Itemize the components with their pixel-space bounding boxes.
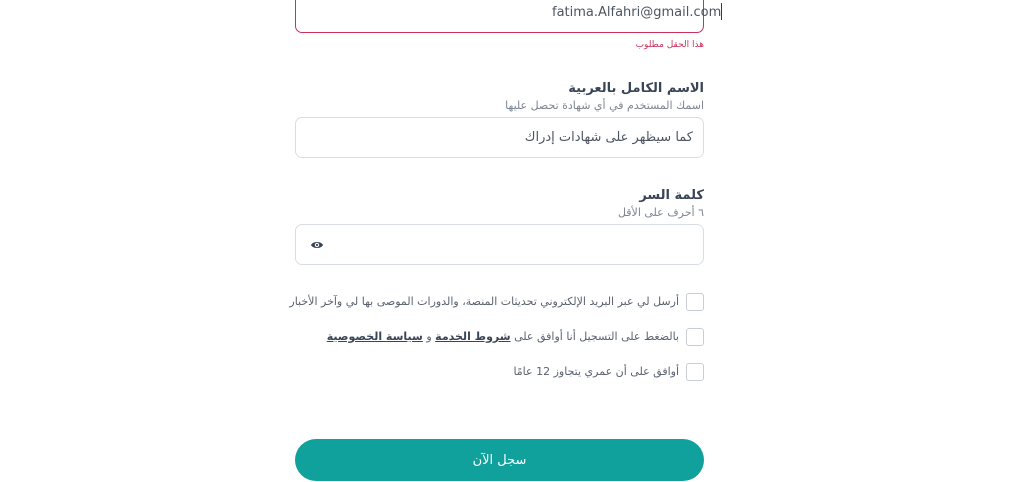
full-name-hint: اسمك المستخدم في أي شهادة تحصل عليها <box>505 99 704 112</box>
age-checkbox[interactable] <box>686 363 704 381</box>
terms-checkbox[interactable] <box>686 328 704 346</box>
age-row <box>295 363 704 383</box>
full-name-label: الاسم الكامل بالعربية <box>568 81 704 96</box>
password-input[interactable] <box>295 224 704 265</box>
full-name-input[interactable] <box>295 117 704 158</box>
age-text: أوافق على أن عمري يتجاوز 12 عامًا <box>513 365 679 378</box>
email-field[interactable] <box>295 0 722 33</box>
text-caret <box>721 3 722 20</box>
terms-and: و <box>426 330 432 343</box>
terms-prefix: بالضغط على التسجيل أنا أوافق على <box>514 330 679 343</box>
newsletter-checkbox[interactable] <box>686 293 704 311</box>
terms-text <box>327 330 679 343</box>
newsletter-row <box>289 293 704 313</box>
register-button[interactable]: سجل الآن <box>295 439 704 481</box>
email-error-message: هذا الحقل مطلوب <box>635 40 704 50</box>
terms-row <box>295 328 704 348</box>
password-hint: ٦ أحرف على الأقل <box>617 206 704 219</box>
full-name-placeholder: كما سيظهر على شهادات إدراك <box>524 130 693 145</box>
password-label: كلمة السر <box>639 188 704 203</box>
terms-of-service-link[interactable]: شروط الخدمة <box>435 330 511 343</box>
privacy-policy-link[interactable]: سياسة الخصوصية <box>326 330 423 343</box>
eye-icon[interactable] <box>310 239 324 251</box>
newsletter-text: أرسل لي عبر البريد الإلكتروني تحديثات المنصة، والدورات الموصى بها لي وآخر الأخبار <box>289 295 679 308</box>
email-value: fatima.Alfahri@gmail.com <box>552 5 722 20</box>
